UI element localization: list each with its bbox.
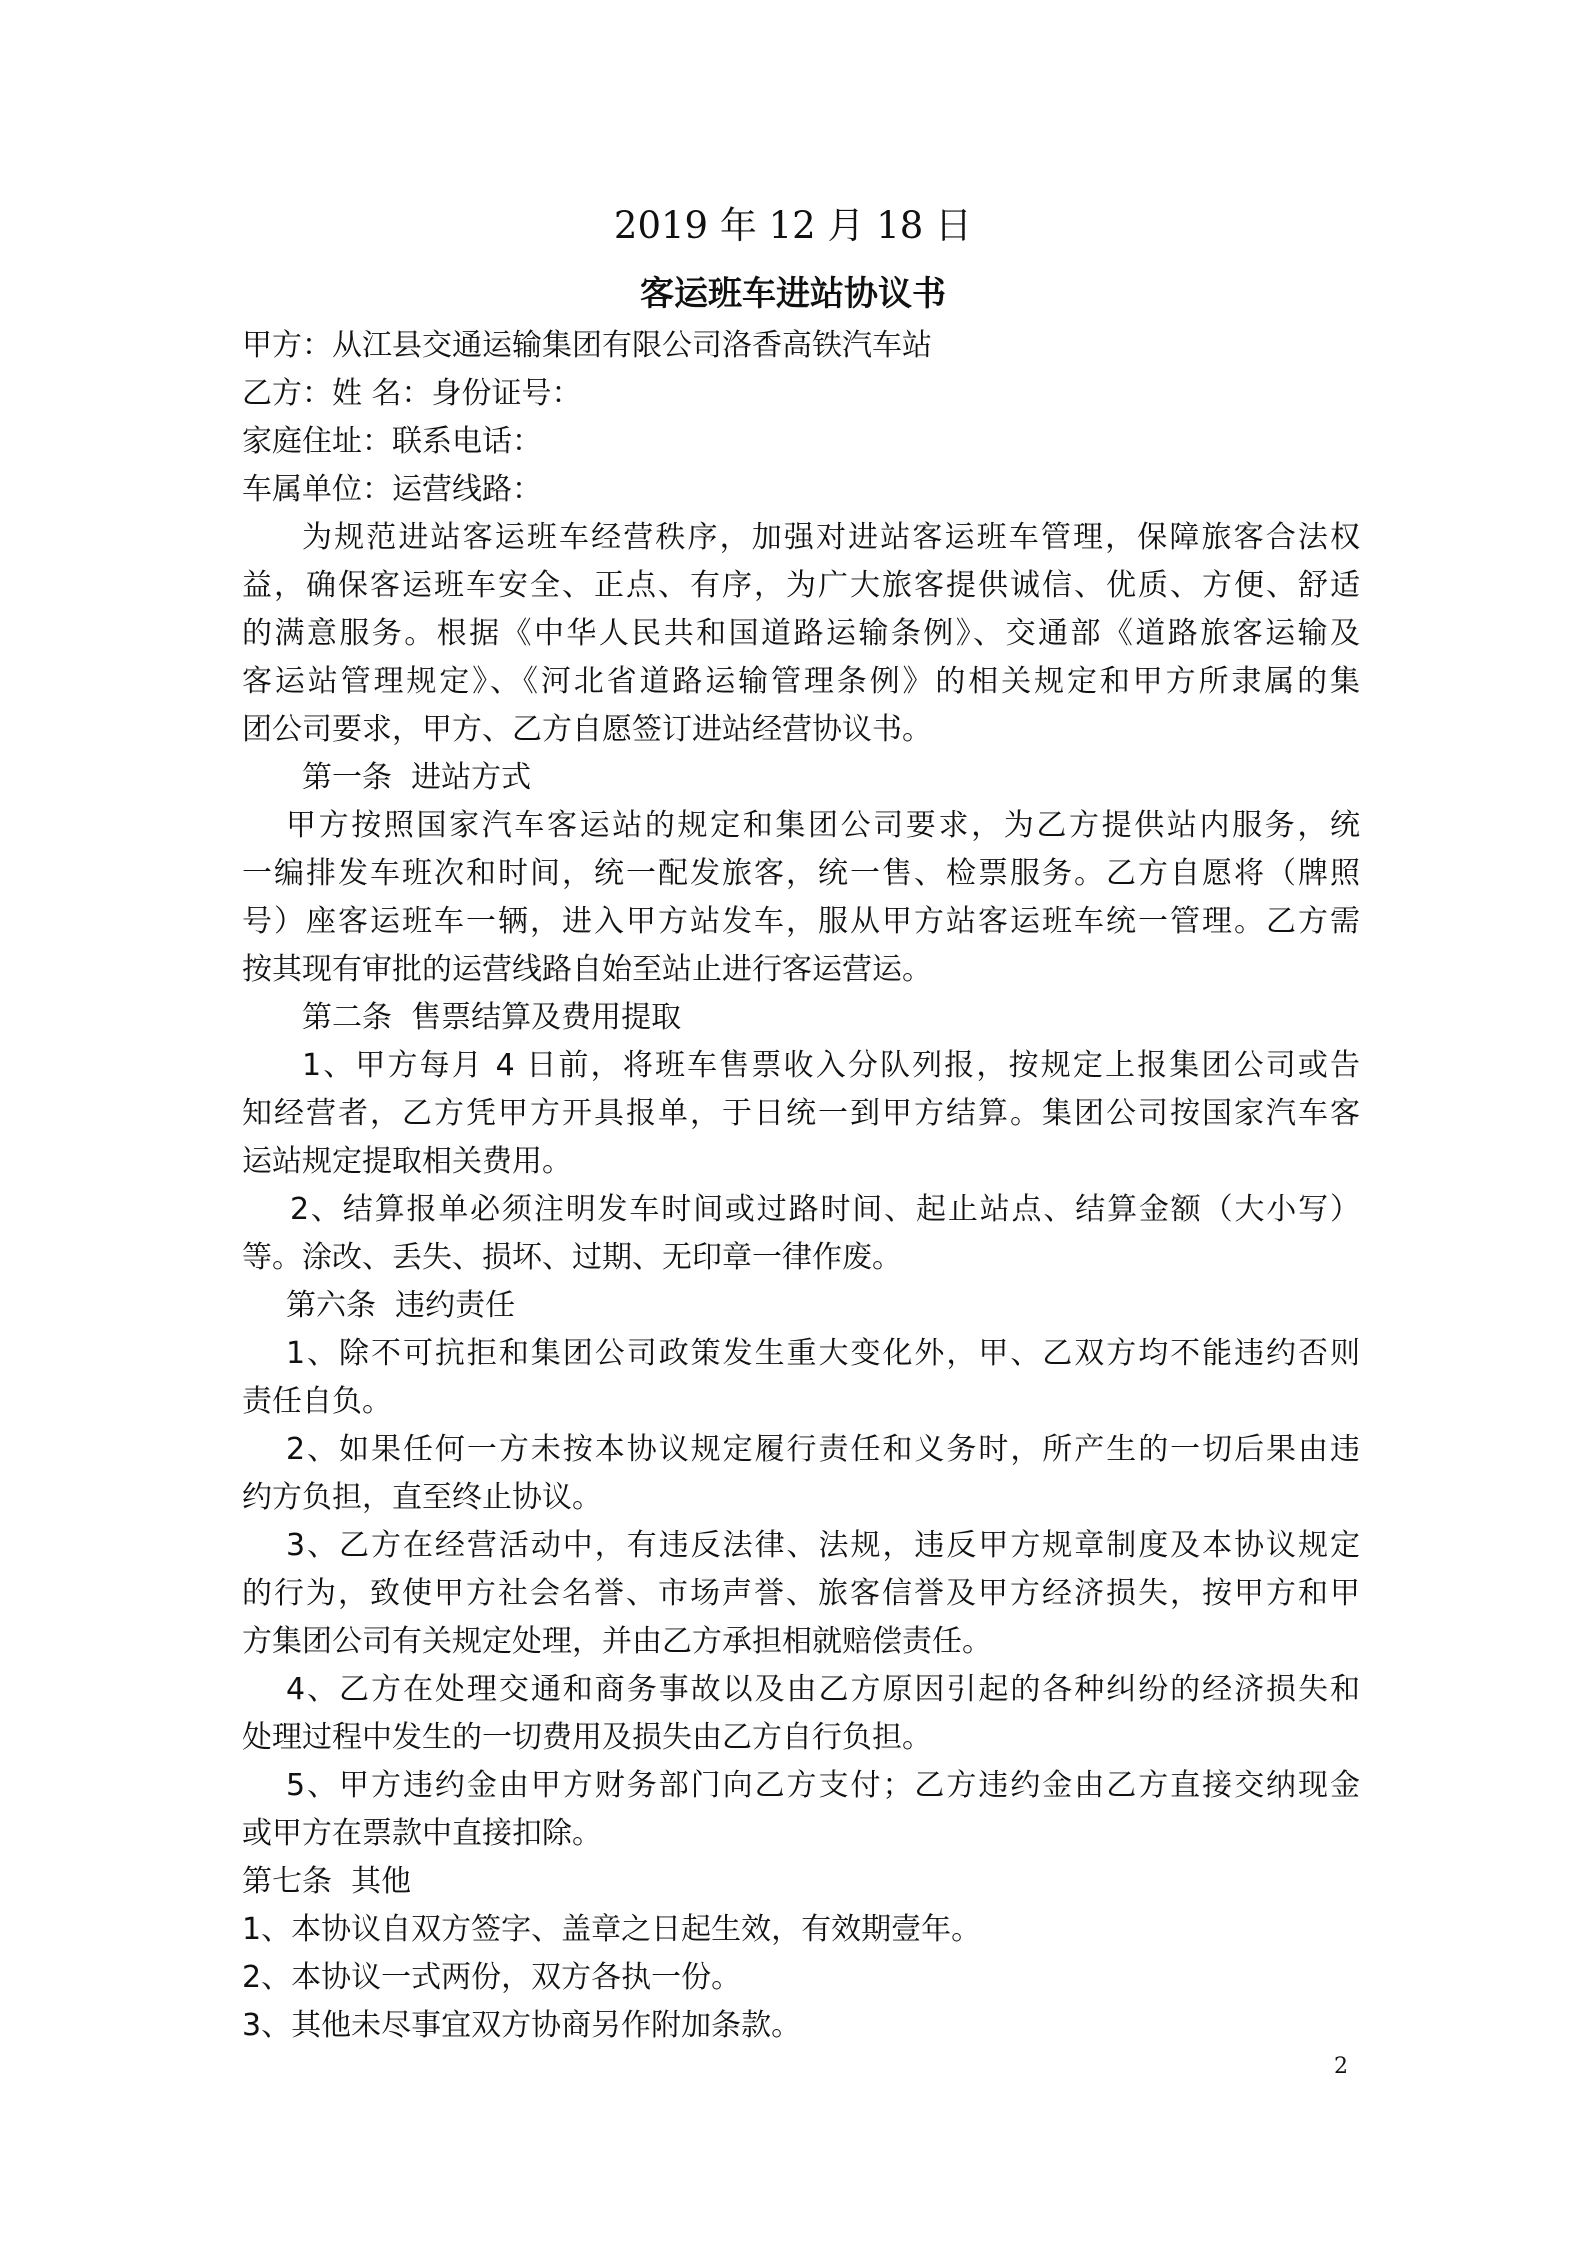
article-1-line: 甲方按照国家汽车客运站的规定和集团公司要求，为乙方提供站内服务，统 (286, 808, 1360, 843)
article-7-line: 1、本协议自双方签字、盖章之日起生效，有效期壹年。 (242, 1912, 982, 1947)
article-6-line: 5、甲方违约金由甲方财务部门向乙方支付；乙方违约金由乙方直接交纳现金 (286, 1768, 1360, 1803)
article-1-line: 号）座客运班车一辆，进入甲方站发车，服从甲方站客运班车统一管理。乙方需 (242, 904, 1360, 939)
article-6-line: 1、除不可抗拒和集团公司政策发生重大变化外，甲、乙双方均不能违约否则 (286, 1336, 1360, 1371)
preamble-line: 团公司要求，甲方、乙方自愿签订进站经营协议书。 (242, 712, 932, 747)
address-phone-line: 家庭住址：联系电话： (242, 424, 542, 459)
article-2-line: 等。涂改、丢失、损坏、过期、无印章一律作废。 (242, 1240, 902, 1275)
article-1-line: 按其现有审批的运营线路自始至站止进行客运营运。 (242, 952, 932, 987)
article-7-line: 3、其他未尽事宜双方协商另作附加条款。 (242, 2008, 802, 2043)
article-6-line: 3、乙方在经营活动中，有违反法律、法规，违反甲方规章制度及本协议规定 (286, 1528, 1360, 1563)
article-6-line: 处理过程中发生的一切费用及损失由乙方自行负担。 (242, 1720, 932, 1755)
article-6-line: 约方负担，直至终止协议。 (242, 1480, 602, 1515)
party-b-line: 乙方：姓 名：身份证号： (242, 376, 582, 411)
document-body (242, 322, 1360, 2050)
preamble-line: 客运站管理规定》、《河北省道路运输管理条例》的相关规定和甲方所隶属的集 (242, 664, 1360, 699)
article-7-heading: 第七条 其他 (242, 1864, 412, 1899)
article-6-heading: 第六条 违约责任 (286, 1288, 516, 1323)
article-2-heading: 第二条 售票结算及费用提取 (302, 1000, 682, 1035)
page-number: 2 (1334, 2054, 1348, 2079)
article-2-line: 知经营者，乙方凭甲方开具报单，于日统一到甲方结算。集团公司按国家汽车客 (242, 1096, 1360, 1131)
preamble-line: 的满意服务。根据《中华人民共和国道路运输条例》、交通部《道路旅客运输及 (242, 616, 1360, 651)
party-a-line: 甲方：从江县交通运输集团有限公司洛香高铁汽车站 (242, 328, 932, 363)
article-6-line: 责任自负。 (242, 1384, 392, 1419)
article-2-line: 1、甲方每月 4 日前，将班车售票收入分队列报，按规定上报集团公司或告 (302, 1048, 1360, 1083)
article-6-line: 方集团公司有关规定处理，并由乙方承担相就赔偿责任。 (242, 1624, 992, 1659)
document-title: 客运班车进站协议书 (640, 274, 946, 314)
article-1-line: 一编排发车班次和时间，统一配发旅客，统一售、检票服务。乙方自愿将（牌照 (242, 856, 1360, 891)
article-6-line: 4、乙方在处理交通和商务事故以及由乙方原因引起的各种纠纷的经济损失和 (286, 1672, 1360, 1707)
article-6-line: 或甲方在票款中直接扣除。 (242, 1816, 602, 1851)
article-1-heading: 第一条 进站方式 (302, 760, 532, 795)
preamble-line: 益，确保客运班车安全、正点、有序，为广大旅客提供诚信、优质、方便、舒适 (242, 568, 1360, 603)
vehicle-route-line: 车属单位：运营线路： (242, 472, 542, 507)
article-6-line: 2、如果任何一方未按本协议规定履行责任和义务时，所产生的一切后果由违 (286, 1432, 1360, 1467)
preamble-line: 为规范进站客运班车经营秩序，加强对进站客运班车管理，保障旅客合法权 (302, 520, 1360, 555)
article-7-line: 2、本协议一式两份，双方各执一份。 (242, 1960, 742, 1995)
article-2-line: 运站规定提取相关费用。 (242, 1144, 572, 1179)
document-date: 2019 年 12 月 18 日 (613, 204, 973, 247)
article-6-line: 的行为，致使甲方社会名誉、市场声誉、旅客信誉及甲方经济损失，按甲方和甲 (242, 1576, 1360, 1611)
article-2-line: 2、结算报单必须注明发车时间或过路时间、起止站点、结算金额（大小写） (290, 1192, 1360, 1227)
